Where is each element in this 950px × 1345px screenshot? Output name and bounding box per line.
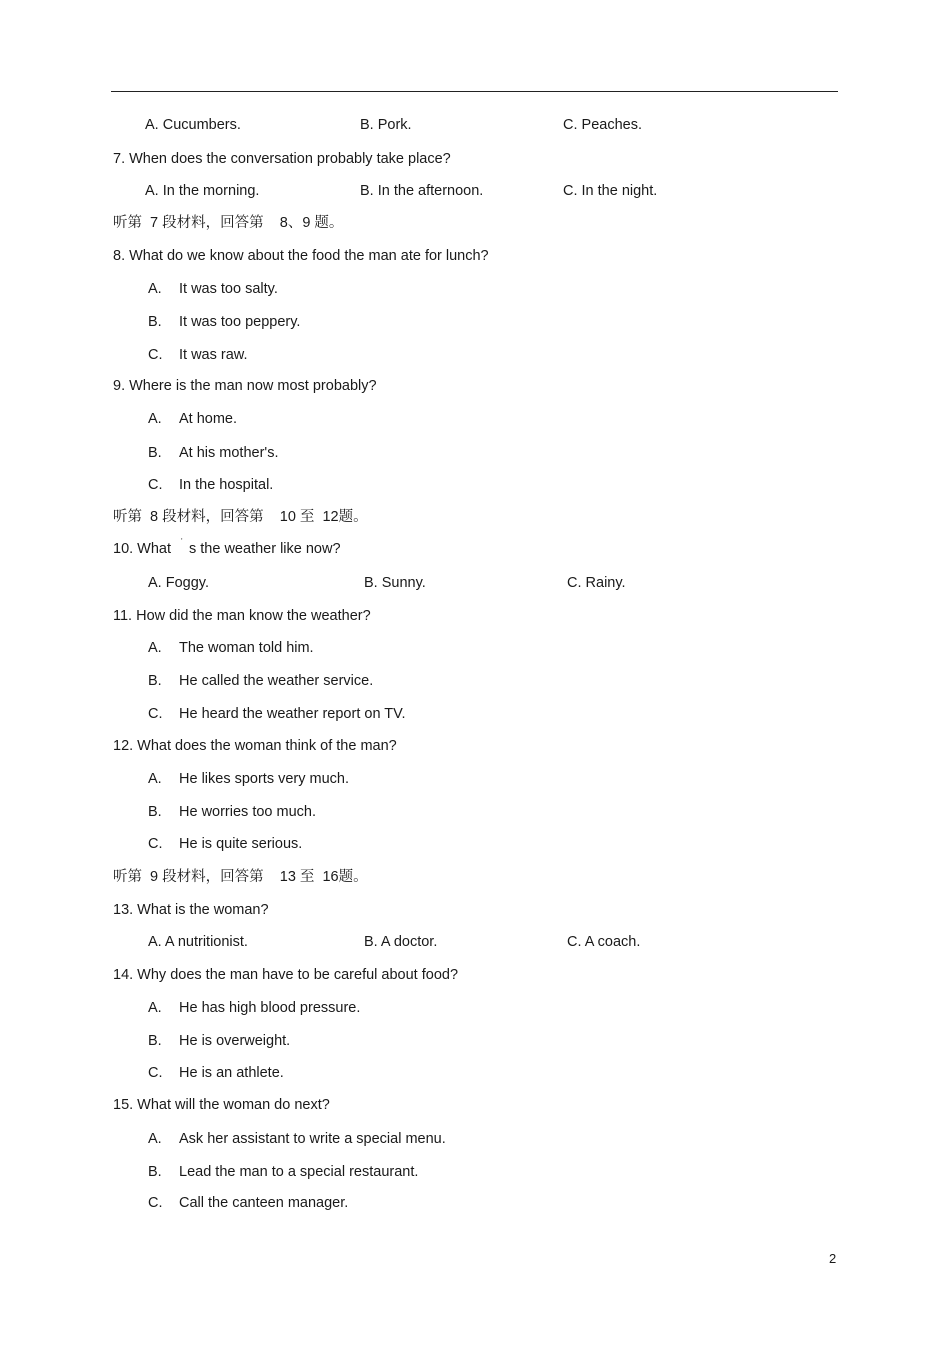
option-letter: B.	[148, 314, 162, 330]
q7-option-c: C. In the night.	[563, 183, 658, 199]
option-letter: A.	[148, 281, 162, 297]
section-9-heading: 听第 9 段材料，回答第 13 至 16题。	[113, 869, 368, 885]
q12-question: 12. What does the woman think of the man?	[113, 738, 397, 754]
option-text: He called the weather service.	[179, 673, 374, 689]
option-letter: C.	[148, 477, 163, 493]
q14-question: 14. Why does the man have to be careful about food?	[113, 967, 459, 983]
option-text: In the hospital.	[179, 477, 274, 493]
q6-option-b: B. Pork.	[360, 117, 412, 133]
option-letter: C.	[148, 1195, 163, 1211]
q11-question: 11. How did the man know the weather?	[113, 608, 371, 624]
q10-option-c: C. Rainy.	[567, 575, 626, 591]
option-text: Call the canteen manager.	[179, 1195, 349, 1211]
option-letter: A.	[148, 411, 162, 427]
apostrophe-mark: '	[181, 537, 183, 546]
option-text: He has high blood pressure.	[179, 1000, 361, 1016]
option-letter: C.	[148, 1065, 163, 1081]
option-text: At his mother's.	[179, 445, 279, 461]
section-8-heading: 听第 8 段材料，回答第 10 至 12题。	[113, 509, 368, 525]
option-text: Lead the man to a special restaurant.	[179, 1164, 419, 1180]
option-letter: C.	[148, 347, 163, 363]
option-text: It was too salty.	[179, 281, 278, 297]
option-letter: B.	[148, 804, 162, 820]
q13-question: 13. What is the woman?	[113, 902, 269, 918]
q7-option-a: A. In the morning.	[145, 183, 260, 199]
q10-question-end: s the weather like now?	[189, 541, 341, 557]
option-text: He is an athlete.	[179, 1065, 284, 1081]
page-number: 2	[829, 1251, 837, 1266]
option-letter: B.	[148, 1164, 162, 1180]
option-letter: A.	[148, 640, 162, 656]
option-letter: B.	[148, 673, 162, 689]
option-letter: A.	[148, 771, 162, 787]
option-text: He heard the weather report on TV.	[179, 706, 406, 722]
option-letter: B.	[148, 445, 162, 461]
q13-option-c: C. A coach.	[567, 934, 641, 950]
option-text: He worries too much.	[179, 804, 316, 820]
header-rule	[111, 91, 838, 92]
section-7-heading: 听第 7 段材料，回答第 8、9 题。	[113, 215, 344, 231]
option-text: The woman told him.	[179, 640, 314, 656]
option-text: He likes sports very much.	[179, 771, 350, 787]
q13-option-a: A. A nutritionist.	[148, 934, 248, 950]
option-text: He is quite serious.	[179, 836, 303, 852]
option-text: Ask her assistant to write a special menu.	[179, 1131, 446, 1147]
option-letter: B.	[148, 1033, 162, 1049]
q15-question: 15. What will the woman do next?	[113, 1097, 330, 1113]
q13-option-b: B. A doctor.	[364, 934, 438, 950]
option-text: At home.	[179, 411, 238, 427]
option-letter: C.	[148, 706, 163, 722]
q6-option-c: C. Peaches.	[563, 117, 642, 133]
option-letter: A.	[148, 1000, 162, 1016]
q7-question: 7. When does the conversation probably take place?	[113, 151, 451, 167]
q10-option-a: A. Foggy.	[148, 575, 209, 591]
q8-question: 8. What do we know about the food the man ate for lunch?	[113, 248, 489, 264]
option-letter: C.	[148, 836, 163, 852]
q10-question-start: 10. What	[113, 541, 172, 557]
option-text: It was raw.	[179, 347, 248, 363]
q7-option-b: B. In the afternoon.	[360, 183, 484, 199]
option-letter: A.	[148, 1131, 162, 1147]
q10-option-b: B. Sunny.	[364, 575, 426, 591]
option-text: It was too peppery.	[179, 314, 301, 330]
q9-question: 9. Where is the man now most probably?	[113, 378, 377, 394]
option-text: He is overweight.	[179, 1033, 291, 1049]
q6-option-a: A. Cucumbers.	[145, 117, 241, 133]
